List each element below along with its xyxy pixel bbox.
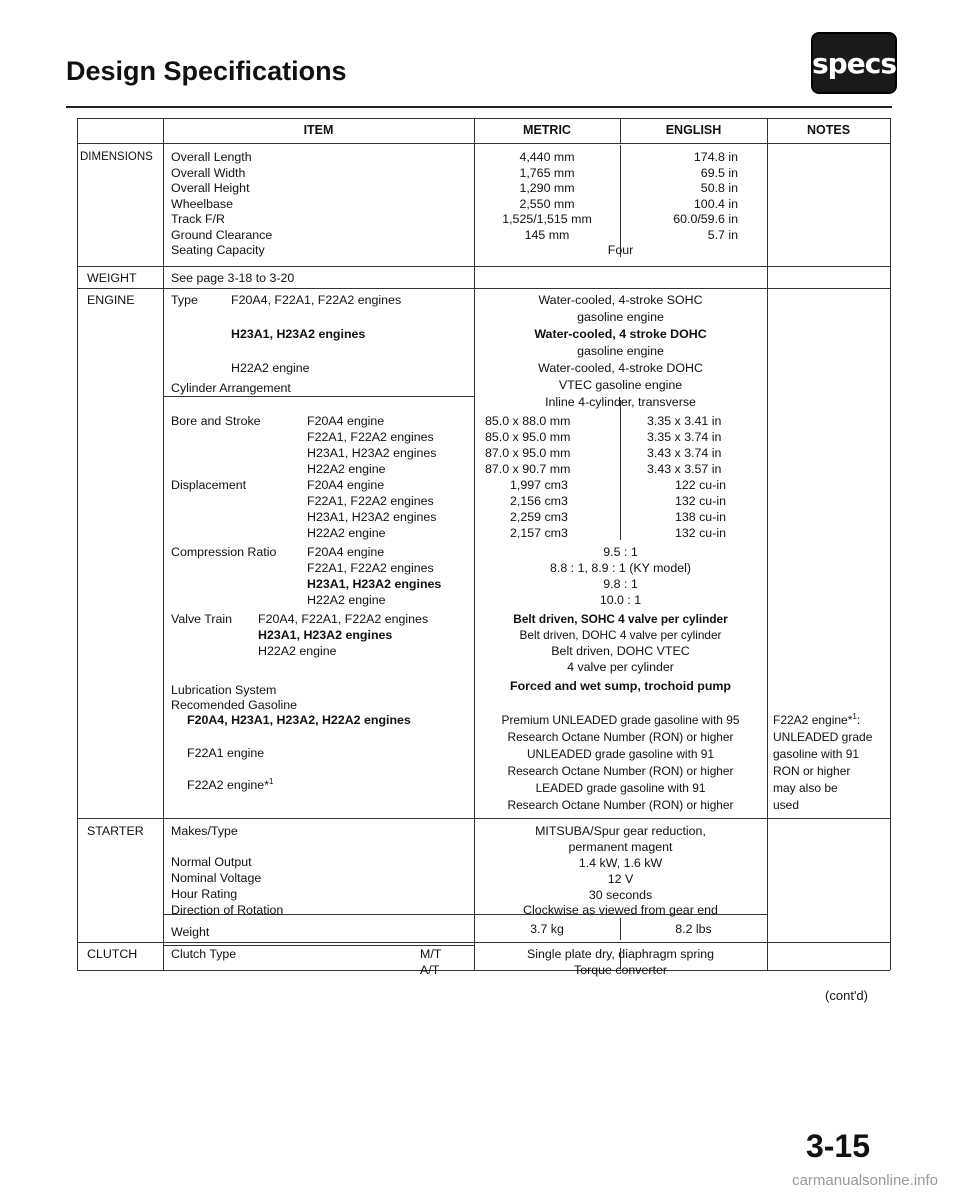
engine-type-item: F20A4, F22A1, F22A2 engines: [231, 293, 402, 307]
displacement-label: Displacement: [171, 478, 247, 492]
gas-item: F20A4, H23A1, H23A2, H22A2 engines: [187, 713, 411, 727]
seating-value: Four: [607, 243, 634, 257]
clutch-type-label: Clutch Type: [171, 947, 237, 961]
header-item: ITEM: [303, 123, 334, 137]
lubrication-label: Lubrication System: [171, 683, 277, 697]
gas-item: F22A2 engine*$^1$: [187, 776, 274, 792]
cylinder-value: Inline 4-cylinder, transverse: [545, 395, 696, 409]
continued-note: (cont'd): [825, 988, 868, 1003]
engine-type-item: H23A1, H23A2 engines: [231, 327, 366, 341]
clutch-mt: M/T: [420, 947, 442, 961]
page-number: 3-15: [805, 1128, 870, 1164]
header-english: ENGLISH: [665, 123, 722, 137]
clutch-at: A/T: [420, 963, 440, 977]
specs-logo-badge: specs: [811, 32, 897, 94]
title-rule: [66, 106, 892, 108]
lubrication-value: Forced and wet sump, trochoid pump: [510, 679, 731, 693]
clutch-type-value: Torque converter: [574, 963, 667, 977]
engine-type-item: H22A2 engine: [231, 361, 310, 375]
header-notes: NOTES: [806, 123, 851, 137]
header-metric: METRIC: [523, 123, 571, 137]
compression-label: Compression Ratio: [171, 545, 277, 559]
starter-weight-metric: 3.7 kg: [530, 922, 564, 936]
starter-label: STARTER: [87, 824, 144, 838]
bore-label: Bore and Stroke: [171, 414, 261, 428]
page-title: Design Specifications: [66, 56, 347, 86]
clutch-type-value: Single plate dry, diaphragm spring: [526, 947, 715, 961]
gas-item: F22A1 engine: [187, 746, 265, 760]
weight-value: See page 3-18 to 3-20: [171, 271, 295, 285]
gasoline-label: Recomended Gasoline: [171, 698, 298, 712]
engine-type-label: Type: [171, 293, 198, 307]
cylinder-label: Cylinder Arrangement: [171, 381, 291, 395]
dimensions-label: DIMENSIONS: [80, 151, 153, 163]
engine-label: ENGINE: [87, 293, 135, 307]
starter-weight-english: 8.2 lbs: [675, 922, 712, 936]
clutch-label: CLUTCH: [87, 947, 138, 961]
watermark: carmanualsonline.info: [792, 1172, 938, 1189]
valve-train-label: Valve Train: [171, 612, 233, 626]
weight-label: WEIGHT: [87, 271, 137, 285]
